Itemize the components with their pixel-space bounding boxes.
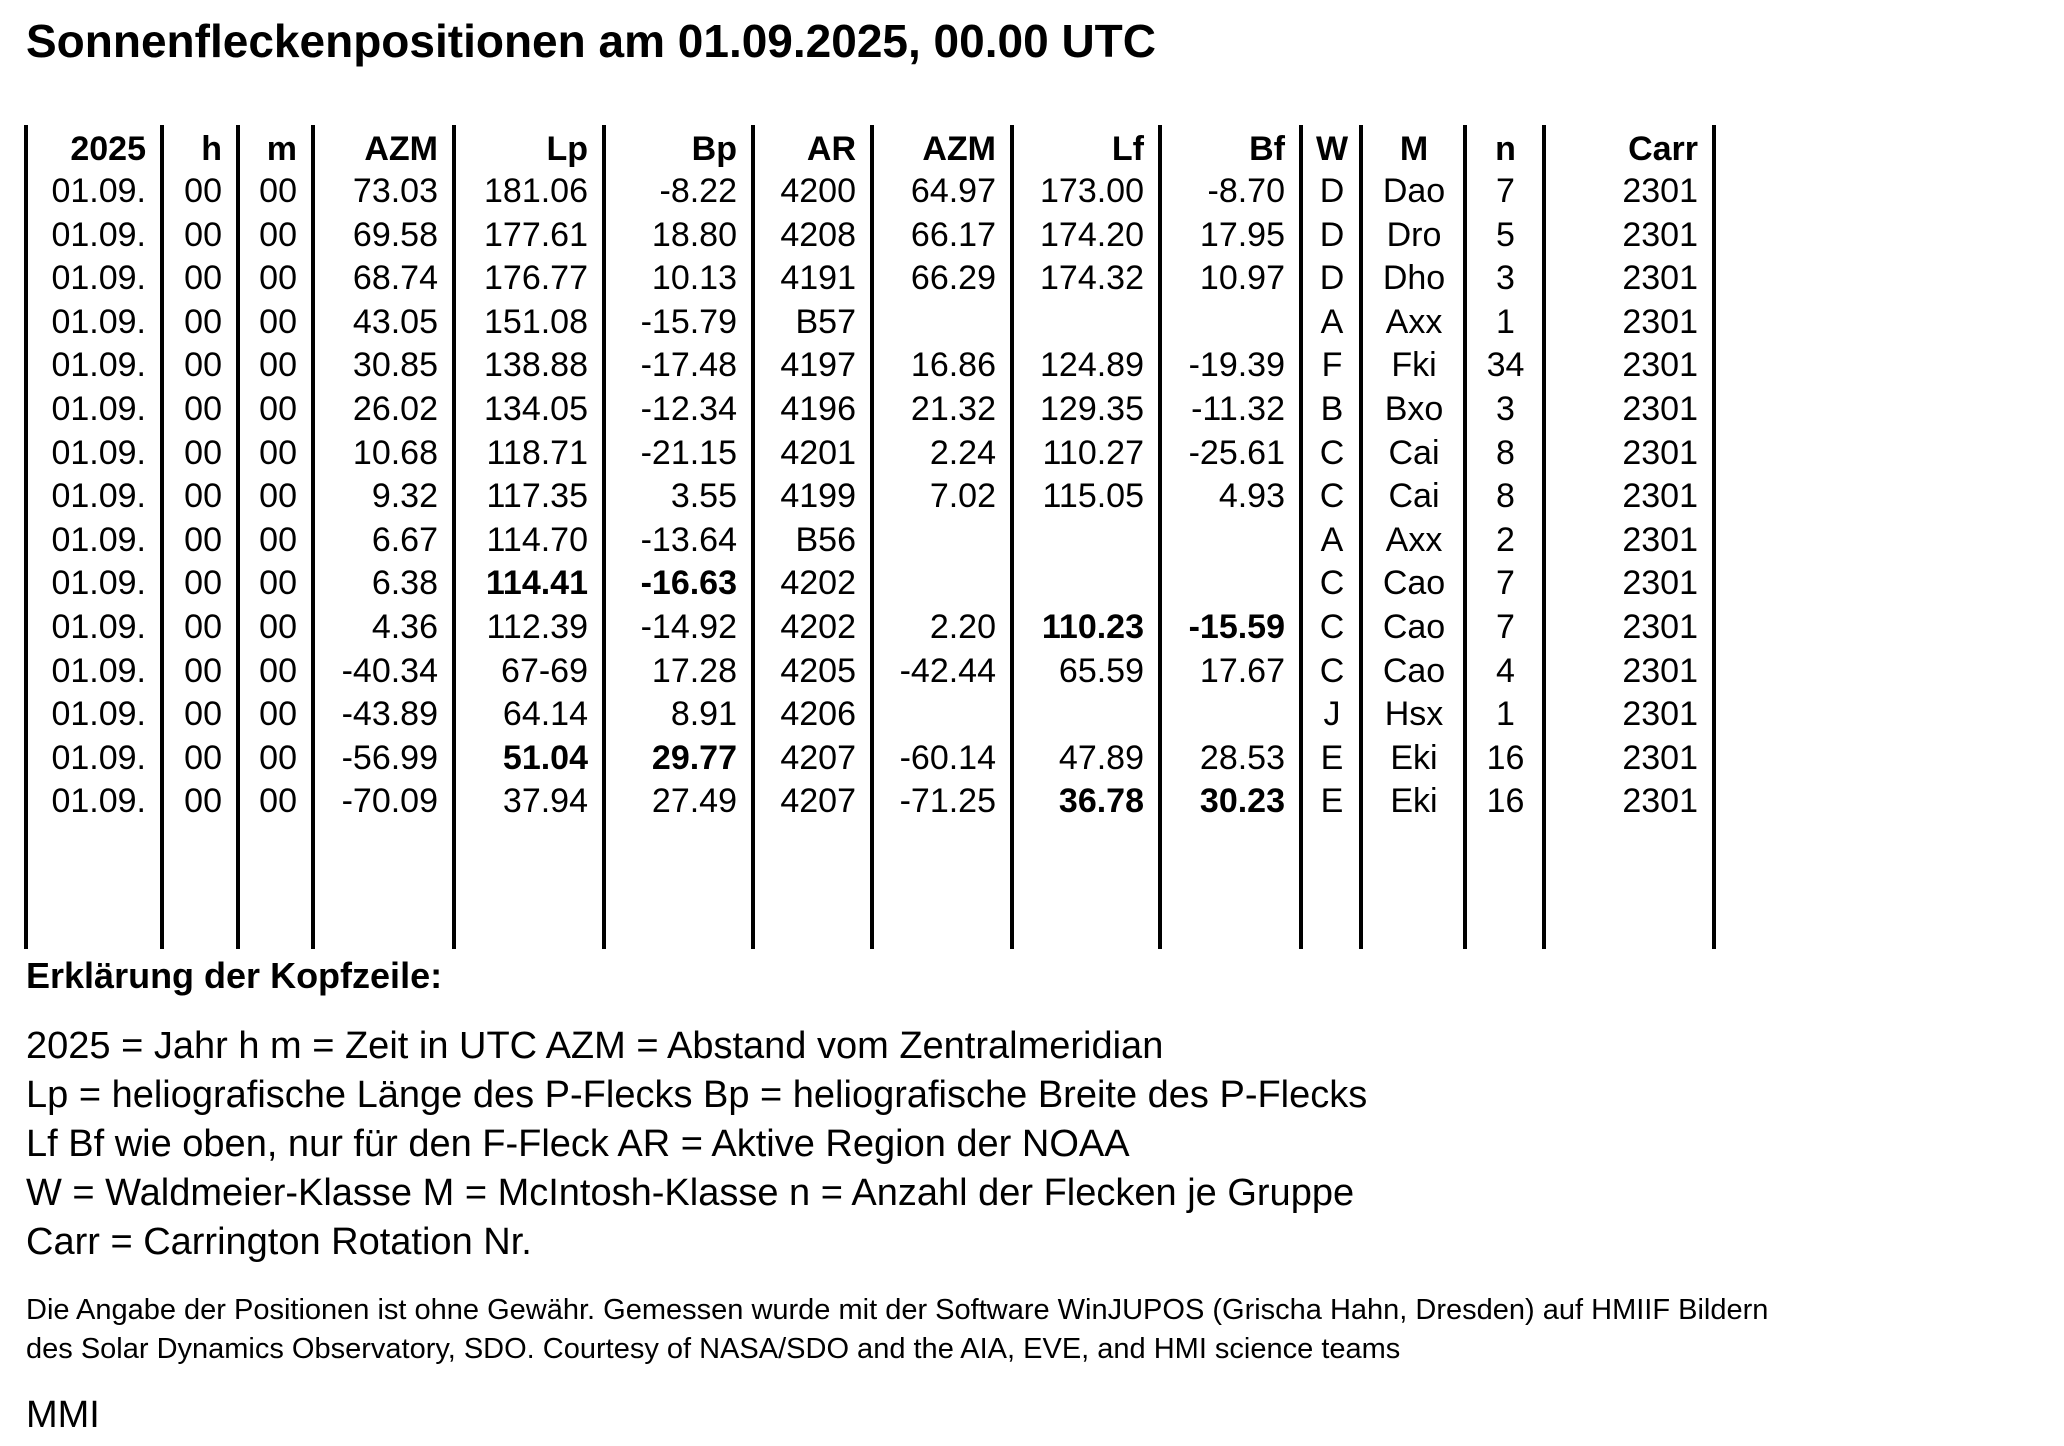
table-cell-azm-f: -71.25 [899, 782, 996, 821]
table-cell-hour: 00 [184, 302, 222, 341]
table-cell-lp: 114.41 [485, 564, 588, 603]
table-column-divider [751, 125, 755, 949]
table-cell-bp: -17.48 [640, 346, 737, 385]
table-cell-hour: 00 [184, 695, 222, 734]
table-cell-bp: 17.28 [651, 651, 737, 690]
table-cell-lp: 181.06 [484, 172, 588, 210]
table-cell-hour: 00 [184, 651, 222, 690]
table-cell-azm-p: -40.34 [341, 651, 438, 690]
page-title: Sonnenfleckenpositionen am 01.09.2025, 00.00 UTC [26, 15, 1156, 67]
table-cell-lp: 114.70 [486, 520, 588, 559]
table-cell-lp: 64.14 [502, 695, 588, 734]
table-cell-bp: 29.77 [651, 738, 737, 777]
table-cell-minute: 00 [259, 302, 297, 341]
table-cell-lp: 138.88 [484, 346, 588, 385]
table-header-lf: Lf [1111, 130, 1144, 168]
table-cell-count: 1 [1496, 695, 1515, 734]
table-cell-mcintosh: Cao [1382, 564, 1446, 603]
table-cell-waldmeier: D [1319, 215, 1345, 254]
legend-line-lp-bp: Lp = heliografische Länge des P-Flecks Bp = heliografische Breite des P-Flecks [26, 1074, 1368, 1116]
table-cell-lp: 176.77 [484, 259, 588, 298]
table-cell-azm-p: -70.09 [341, 782, 438, 821]
table-cell-bf: 28.53 [1199, 738, 1285, 777]
table-cell-lp: 112.39 [486, 608, 588, 646]
table-cell-waldmeier: E [1320, 738, 1344, 777]
table-cell-carrington: 2301 [1622, 564, 1698, 603]
table-cell-carrington: 2301 [1622, 608, 1698, 646]
table-cell-carrington: 2301 [1622, 172, 1698, 210]
table-header-waldmeier: W [1315, 130, 1349, 168]
table-cell-bf [1164, 561, 1285, 605]
table-cell-carrington: 2301 [1622, 782, 1698, 821]
table-cell-carrington: 2301 [1622, 738, 1698, 777]
table-cell-lp: 117.35 [486, 477, 588, 516]
table-cell-waldmeier: E [1320, 782, 1344, 821]
table-cell-minute: 00 [259, 520, 297, 559]
table-cell-minute: 00 [259, 782, 297, 821]
table-cell-lf: 110.23 [1041, 608, 1144, 646]
table-cell-date: 01.09. [51, 651, 146, 690]
table-cell-date: 01.09. [51, 302, 146, 341]
table-cell-bp: -21.15 [640, 433, 737, 472]
table-cell-lf [1016, 300, 1144, 344]
table-cell-carrington: 2301 [1622, 302, 1698, 341]
table-cell-carrington: 2301 [1622, 390, 1698, 428]
table-header-mcintosh: M [1399, 130, 1429, 168]
table-cell-lp: 37.94 [502, 782, 588, 821]
table-cell-waldmeier: C [1319, 433, 1345, 472]
table-cell-bf: -19.39 [1188, 346, 1285, 385]
table-cell-mcintosh: Cai [1388, 477, 1440, 516]
table-cell-date: 01.09. [51, 215, 146, 254]
table-cell-waldmeier: C [1319, 477, 1345, 516]
table-cell-count: 7 [1496, 172, 1515, 210]
table-cell-azm-f: -60.14 [899, 738, 996, 777]
table-cell-lf: 174.20 [1040, 215, 1144, 254]
table-cell-bf [1164, 300, 1285, 344]
table-cell-date: 01.09. [51, 564, 146, 603]
table-cell-hour: 00 [184, 608, 222, 646]
table-cell-azm-f [876, 518, 996, 562]
table-cell-bp: 8.91 [670, 695, 737, 734]
table-column-divider [1359, 125, 1363, 949]
table-cell-lf [1016, 561, 1144, 605]
table-cell-lf: 110.27 [1042, 433, 1144, 472]
table-cell-count: 7 [1496, 608, 1515, 646]
table-cell-azm-p: 26.02 [352, 390, 438, 428]
table-cell-bp: -8.22 [659, 172, 737, 210]
table-column-divider [452, 125, 456, 949]
table-cell-count: 1 [1496, 302, 1515, 341]
table-cell-date: 01.09. [51, 259, 146, 298]
table-cell-lp: 134.05 [484, 390, 588, 428]
table-header-azm-f: AZM [922, 130, 996, 168]
table-cell-date: 01.09. [51, 433, 146, 472]
disclaimer-line-1: Die Angabe der Positionen ist ohne Gewähr. Gemessen wurde mit der Software WinJUPOS (Grischa Hahn, Dresden) auf HMIIF Bildern [26, 1294, 1769, 1326]
table-cell-count: 5 [1496, 215, 1515, 254]
table-cell-lf: 65.59 [1058, 651, 1144, 690]
table-cell-azm-p: 43.05 [352, 302, 438, 341]
table-cell-azm-f [876, 561, 996, 605]
table-cell-count: 4 [1496, 651, 1515, 690]
table-cell-minute: 00 [259, 564, 297, 603]
table-cell-hour: 00 [184, 215, 222, 254]
table-cell-ar: 4208 [780, 215, 856, 254]
table-cell-carrington: 2301 [1622, 651, 1698, 690]
table-cell-waldmeier: A [1320, 520, 1344, 559]
table-cell-bp: -15.79 [640, 302, 737, 341]
table-cell-azm-p: 10.68 [352, 433, 438, 472]
table-cell-hour: 00 [184, 477, 222, 516]
table-cell-bf: 17.67 [1199, 651, 1285, 690]
table-cell-bf: -8.70 [1207, 172, 1285, 210]
table-cell-count: 8 [1496, 477, 1515, 516]
table-cell-carrington: 2301 [1622, 259, 1698, 298]
sunspot-table [26, 125, 1718, 949]
table-cell-azm-f: 66.29 [910, 259, 996, 298]
table-cell-lf: 174.32 [1040, 259, 1144, 298]
table-cell-minute: 00 [259, 259, 297, 298]
table-cell-count: 16 [1486, 782, 1525, 821]
table-header-date: 2025 [70, 130, 146, 168]
table-cell-mcintosh: Cao [1382, 651, 1446, 690]
table-cell-hour: 00 [184, 782, 222, 821]
legend-line-w-m-n: W = Waldmeier-Klasse M = McIntosh-Klasse n = Anzahl der Flecken je Gruppe [26, 1172, 1355, 1214]
table-cell-bp: 27.49 [651, 782, 737, 821]
table-header-ar: AR [806, 130, 856, 168]
table-cell-date: 01.09. [51, 477, 146, 516]
table-cell-lf [1016, 518, 1144, 562]
table-cell-mcintosh: Dho [1382, 259, 1446, 298]
table-cell-mcintosh: Axx [1385, 302, 1443, 341]
table-cell-mcintosh: Dro [1386, 215, 1442, 254]
table-cell-count: 3 [1496, 390, 1515, 428]
table-cell-date: 01.09. [51, 782, 146, 821]
table-cell-ar: 4191 [780, 259, 856, 298]
table-cell-azm-p: 6.67 [371, 520, 438, 559]
table-cell-bf: 17.95 [1199, 215, 1285, 254]
table-cell-azm-f [876, 692, 996, 736]
table-cell-ar: 4205 [780, 651, 856, 690]
table-cell-mcintosh: Bxo [1384, 390, 1444, 428]
table-cell-lp: 151.08 [484, 302, 588, 341]
table-cell-mcintosh: Axx [1385, 520, 1443, 559]
legend-line-carr: Carr = Carrington Rotation Nr. [26, 1221, 532, 1263]
table-cell-bf: -11.32 [1191, 390, 1285, 428]
table-cell-minute: 00 [259, 695, 297, 734]
table-cell-azm-p: 73.03 [352, 172, 438, 210]
legend-line-year-time-azm: 2025 = Jahr h m = Zeit in UTC AZM = Abstand vom Zentralmeridian [26, 1025, 1164, 1067]
table-cell-date: 01.09. [51, 695, 146, 734]
table-cell-carrington: 2301 [1622, 215, 1698, 254]
table-cell-mcintosh: Fki [1391, 346, 1437, 385]
table-cell-carrington: 2301 [1622, 695, 1698, 734]
table-cell-ar: 4196 [780, 390, 856, 428]
table-cell-azm-f: 66.17 [910, 215, 996, 254]
table-cell-ar: 4199 [780, 477, 856, 516]
table-cell-date: 01.09. [51, 172, 146, 210]
disclaimer-line-2: des Solar Dynamics Observatory, SDO. Courtesy of NASA/SDO and the AIA, EVE, and HMI science teams [26, 1333, 1401, 1365]
table-cell-azm-f: 2.24 [929, 433, 996, 472]
table-cell-minute: 00 [259, 477, 297, 516]
table-cell-hour: 00 [184, 564, 222, 603]
table-cell-azm-p: -56.99 [341, 738, 438, 777]
table-cell-carrington: 2301 [1622, 433, 1698, 472]
table-cell-ar: B57 [795, 302, 856, 341]
table-header-carrington: Carr [1628, 130, 1698, 168]
table-cell-minute: 00 [259, 346, 297, 385]
table-cell-count: 16 [1486, 738, 1525, 777]
table-cell-waldmeier: D [1319, 259, 1345, 298]
table-cell-azm-p: 69.58 [352, 215, 438, 254]
table-cell-bp: 3.55 [670, 477, 737, 516]
table-cell-bp: 10.13 [651, 259, 737, 298]
table-cell-ar: 4207 [780, 782, 856, 821]
table-cell-date: 01.09. [51, 520, 146, 559]
table-header-bf: Bf [1249, 130, 1285, 168]
table-cell-azm-f: -42.44 [899, 651, 996, 690]
table-column-divider [1010, 125, 1014, 949]
table-cell-lf: 47.89 [1058, 738, 1144, 777]
table-cell-lp: 118.71 [486, 433, 588, 472]
table-cell-mcintosh: Eki [1390, 738, 1438, 777]
table-cell-hour: 00 [184, 346, 222, 385]
table-header-count: n [1495, 130, 1516, 168]
table-column-divider [236, 125, 240, 949]
table-header-hour: h [201, 130, 222, 168]
legend-title: Erklärung der Kopfzeile: [26, 955, 443, 996]
table-cell-lp: 67-69 [501, 651, 588, 690]
table-cell-waldmeier: F [1321, 346, 1343, 385]
table-cell-bp: 18.80 [651, 215, 737, 254]
table-cell-mcintosh: Eki [1390, 782, 1438, 821]
table-cell-waldmeier: C [1319, 651, 1345, 690]
table-cell-bf: 30.23 [1199, 782, 1285, 821]
table-cell-hour: 00 [184, 738, 222, 777]
table-header-bp: Bp [691, 130, 737, 168]
table-cell-bf: -15.59 [1188, 608, 1285, 646]
table-header-lp: Lp [546, 130, 588, 168]
table-cell-ar: 4206 [780, 695, 856, 734]
table-cell-mcintosh: Hsx [1384, 695, 1444, 734]
table-cell-ar: 4201 [780, 433, 856, 472]
table-cell-lp: 177.61 [484, 215, 588, 254]
table-cell-ar: 4202 [780, 564, 856, 603]
table-cell-azm-p: 68.74 [352, 259, 438, 298]
table-cell-bp: -16.63 [640, 564, 737, 603]
table-cell-azm-f [876, 300, 996, 344]
table-cell-count: 34 [1486, 346, 1525, 385]
table-cell-bp: -12.34 [640, 390, 737, 428]
table-cell-lf [1016, 692, 1144, 736]
table-cell-waldmeier: C [1319, 564, 1345, 603]
table-column-divider [160, 125, 164, 949]
table-cell-azm-f: 2.20 [929, 608, 996, 646]
table-cell-bf [1164, 518, 1285, 562]
table-cell-lf: 173.00 [1040, 172, 1144, 210]
table-cell-bp: -13.64 [640, 520, 737, 559]
table-cell-azm-f: 7.02 [929, 477, 996, 516]
table-cell-ar: 4197 [780, 346, 856, 385]
table-cell-waldmeier: A [1320, 302, 1344, 341]
table-cell-mcintosh: Cai [1388, 433, 1440, 472]
table-cell-minute: 00 [259, 738, 297, 777]
table-cell-minute: 00 [259, 172, 297, 210]
table-cell-azm-p: 9.32 [371, 477, 438, 516]
table-cell-azm-p: 4.36 [371, 608, 438, 646]
table-cell-bf: 10.97 [1199, 259, 1285, 298]
table-column-divider [1299, 125, 1303, 949]
table-cell-count: 7 [1496, 564, 1515, 603]
table-header-minute: m [266, 130, 297, 168]
table-cell-lf: 124.89 [1040, 346, 1144, 385]
table-cell-mcintosh: Dao [1382, 172, 1446, 210]
table-cell-lf: 36.78 [1058, 782, 1144, 821]
table-cell-azm-f: 16.86 [910, 346, 996, 385]
table-cell-count: 2 [1496, 520, 1515, 559]
table-cell-bf: 4.93 [1218, 477, 1285, 516]
table-cell-hour: 00 [184, 390, 222, 428]
table-header-azm-p: AZM [364, 130, 438, 168]
table-cell-waldmeier: D [1319, 172, 1345, 210]
table-cell-bp: -14.92 [640, 608, 737, 646]
table-cell-date: 01.09. [51, 738, 146, 777]
table-column-divider [1542, 125, 1546, 949]
table-cell-lp: 51.04 [502, 738, 588, 777]
table-cell-lf: 115.05 [1042, 477, 1144, 516]
table-cell-bf [1164, 692, 1285, 736]
table-column-divider [24, 125, 28, 949]
table-cell-ar: 4202 [780, 608, 856, 646]
table-column-divider [870, 125, 874, 949]
table-column-divider [1158, 125, 1162, 949]
table-cell-hour: 00 [184, 172, 222, 210]
table-cell-minute: 00 [259, 608, 297, 646]
table-column-divider [1712, 125, 1716, 949]
table-cell-azm-f: 64.97 [910, 172, 996, 210]
table-cell-date: 01.09. [51, 608, 146, 646]
table-cell-azm-f: 21.32 [910, 390, 996, 428]
table-cell-date: 01.09. [51, 390, 146, 428]
table-cell-waldmeier: J [1323, 695, 1341, 734]
table-cell-waldmeier: C [1319, 608, 1345, 646]
table-cell-hour: 00 [184, 433, 222, 472]
table-cell-minute: 00 [259, 390, 297, 428]
table-cell-minute: 00 [259, 215, 297, 254]
table-cell-waldmeier: B [1320, 390, 1344, 428]
table-column-divider [1463, 125, 1467, 949]
table-column-divider [311, 125, 315, 949]
table-cell-azm-p: -43.89 [341, 695, 438, 734]
table-cell-carrington: 2301 [1622, 520, 1698, 559]
table-cell-ar: 4200 [780, 172, 856, 210]
table-cell-azm-p: 6.38 [371, 564, 438, 603]
author-signature: MMI [26, 1394, 100, 1436]
table-cell-bf: -25.61 [1188, 433, 1285, 472]
table-cell-carrington: 2301 [1622, 477, 1698, 516]
table-cell-carrington: 2301 [1622, 346, 1698, 385]
table-cell-hour: 00 [184, 259, 222, 298]
table-cell-azm-p: 30.85 [352, 346, 438, 385]
table-cell-mcintosh: Cao [1382, 608, 1446, 646]
table-cell-minute: 00 [259, 433, 297, 472]
table-cell-count: 3 [1496, 259, 1515, 298]
legend-line-lf-bf-ar: Lf Bf wie oben, nur für den F-Fleck AR = Aktive Region der NOAA [26, 1123, 1130, 1165]
table-cell-lf: 129.35 [1040, 390, 1144, 428]
table-cell-ar: B56 [795, 520, 856, 559]
table-cell-count: 8 [1496, 433, 1515, 472]
table-cell-minute: 00 [259, 651, 297, 690]
table-cell-ar: 4207 [780, 738, 856, 777]
table-cell-hour: 00 [184, 520, 222, 559]
table-column-divider [602, 125, 606, 949]
table-cell-date: 01.09. [51, 346, 146, 385]
